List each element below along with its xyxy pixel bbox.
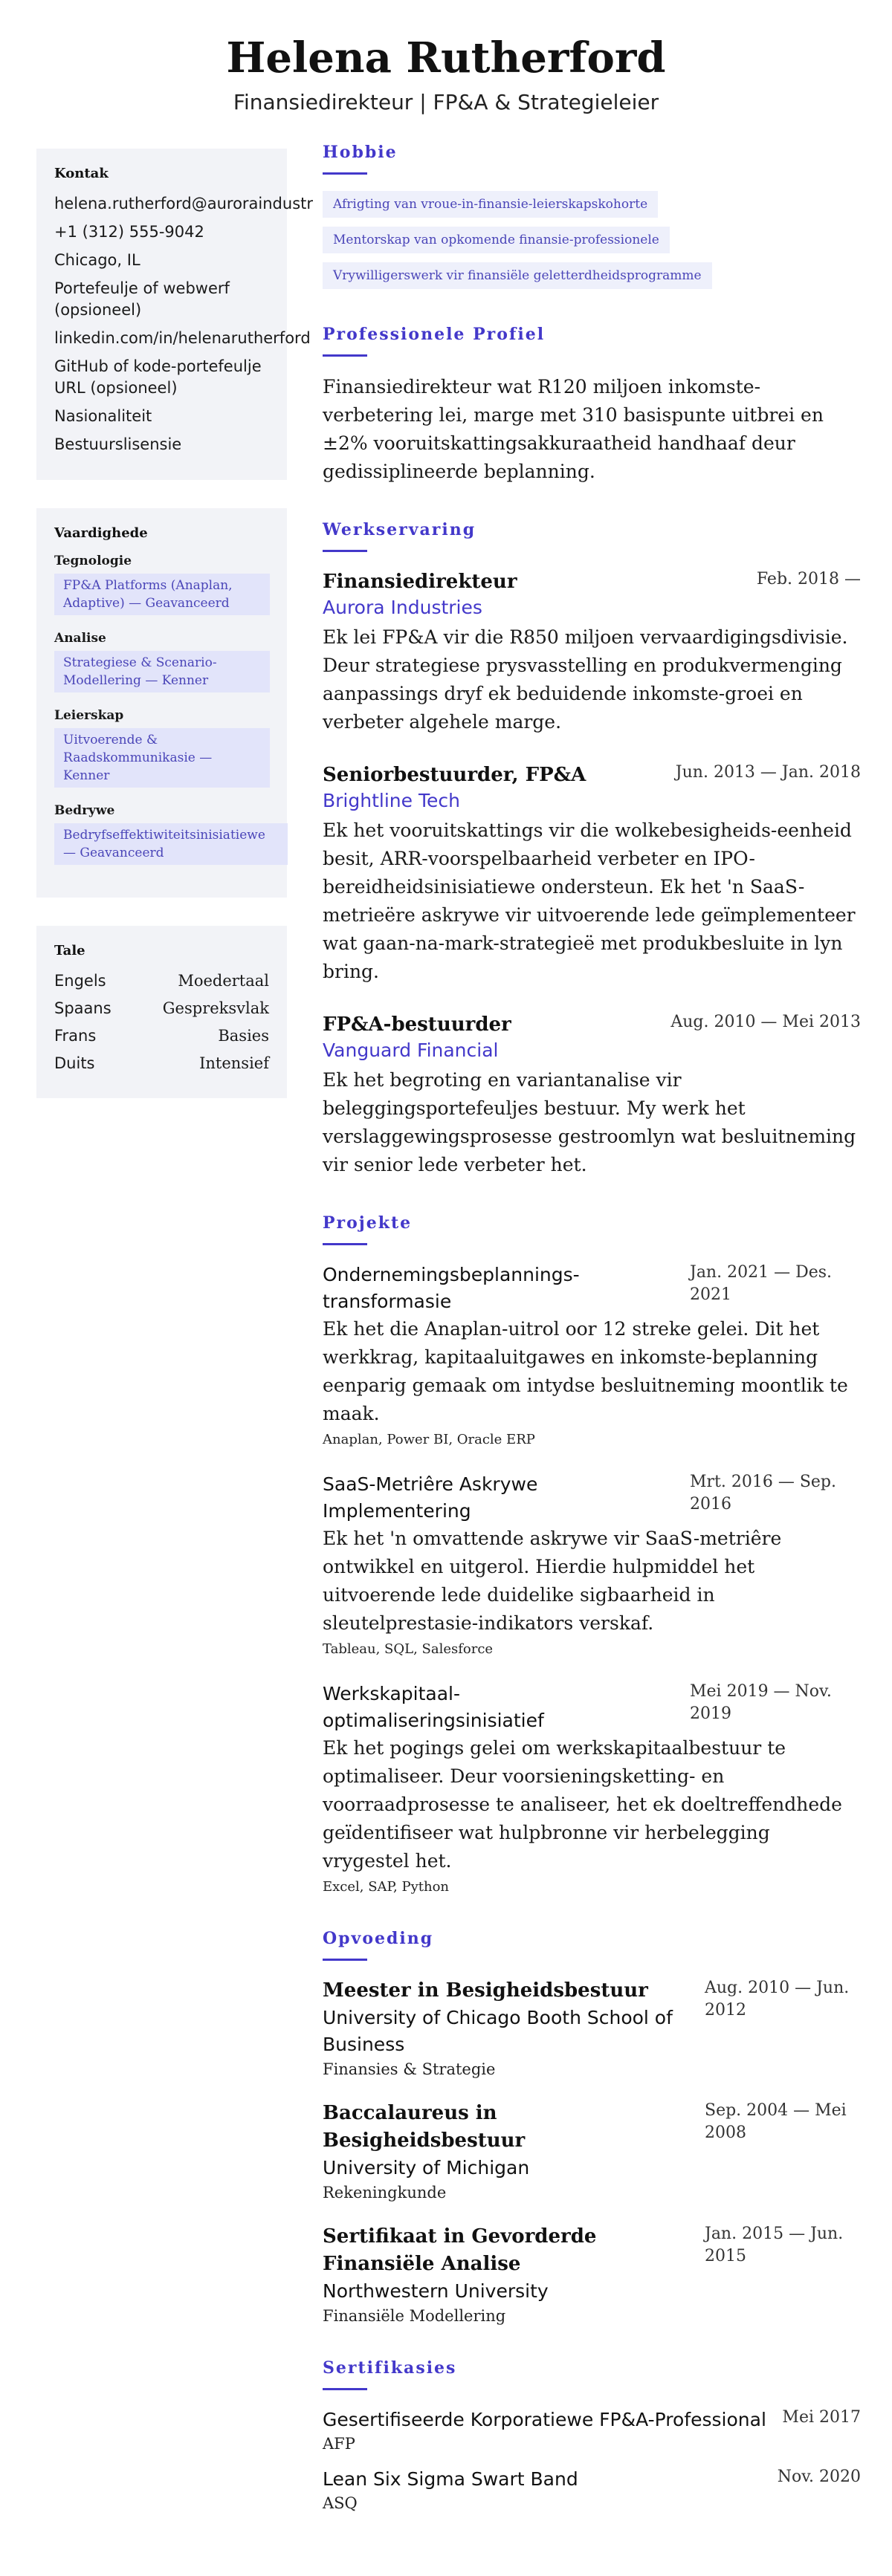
contact-github[interactable]: GitHub of kode-portefeulje URL (opsioneel) [54, 357, 262, 397]
project-description: Ek het die Anaplan-uitrol oor 12 streke gelei. Dit het werkkrag, kapitaaluitgawes en inkomste-beplanning eenparig gemaak om intydse besluitneming moontlik te maak. [323, 1318, 848, 1424]
section-title: Professionele Profiel [323, 325, 546, 344]
project-title: Werkskapitaal-optimaliseringsinisiatief [323, 1683, 544, 1731]
certification-date: Nov. 2020 [777, 2468, 861, 2486]
candidate-name: Helena Rutherford [226, 33, 666, 82]
education-entry [323, 2223, 861, 2327]
section-title: Sertifikasies [323, 2358, 457, 2378]
certification-org: ASQ [323, 2494, 358, 2512]
project-date: Mrt. 2016 — Sep. 2016 [690, 1473, 837, 1514]
job-date: Feb. 2018 — [756, 570, 861, 588]
language-level: Intensief [199, 1054, 269, 1072]
project-tech: Tableau, SQL, Salesforce [323, 1641, 494, 1657]
contact-linkedin[interactable]: linkedin.com/in/helenarutherford [54, 329, 311, 347]
education-school: University of Michigan [323, 2157, 530, 2178]
section-divider [323, 354, 367, 357]
education-school: University of Chicago Booth School of Business [323, 2007, 673, 2055]
hobby-list [323, 191, 861, 298]
education-date: Sep. 2004 — Mei 2008 [705, 2101, 847, 2142]
language-name: Spaans [54, 999, 112, 1017]
job-entry [323, 1011, 861, 1179]
job-company: Brightline Tech [323, 790, 460, 811]
job-title: FP&A-bestuurder [323, 1013, 511, 1036]
section-divider [323, 172, 367, 175]
project-entry [323, 1681, 861, 1898]
hobby-chip: Vrywilligerswerk vir finansiële geletterdheidsprogramme [323, 262, 712, 289]
hobbies-section [323, 141, 861, 298]
language-level: Gespreksvlak [162, 999, 269, 1017]
certification-name: Gesertifiseerde Korporatiewe FP&A-Professional [323, 2409, 766, 2430]
candidate-tagline: Finansiedirekteur | FP&A & Strategieleier [233, 90, 659, 114]
skill-category: Leierskap [54, 708, 124, 723]
job-entry [323, 762, 861, 986]
education-section [323, 1927, 861, 2327]
experience-section [323, 519, 861, 1179]
section-divider [323, 1959, 367, 1961]
language-level: Moedertaal [178, 972, 269, 990]
skill-category: Bedrywe [54, 803, 115, 818]
skill-chip: Strategiese & Scenario-Modellering — Kenner [54, 651, 270, 692]
skill-chip: Bedryfseffektiwiteitsinisiatiewe — Geavanceerd [54, 823, 288, 865]
job-title: Seniorbestuurder, FP&A [323, 764, 586, 786]
contact-card [36, 149, 314, 480]
projects-section [323, 1212, 861, 1898]
language-row [54, 998, 269, 1019]
contact-license: Bestuurslisensie [54, 435, 182, 453]
certification-entry [323, 2407, 861, 2454]
project-date: Jan. 2021 — Des. 2021 [690, 1263, 833, 1304]
section-divider [323, 550, 367, 552]
section-title: Hobbie [323, 143, 398, 162]
contact-nationality: Nasionaliteit [54, 407, 152, 425]
hobby-chip: Afrigting van vroue-in-finansie-leierskapskohorte [323, 191, 658, 218]
skills-card [36, 508, 287, 898]
job-company: Aurora Industries [323, 597, 482, 618]
certification-name: Lean Six Sigma Swart Band [323, 2468, 578, 2490]
section-title: Projekte [323, 1213, 413, 1233]
profile-summary: Finansiedirekteur wat R120 miljoen inkomste-verbetering lei, marge met 310 basispunte uitbrei en ±2% vooruitskattingsakkuraatheid handhaaf deur gedissiplineerde beplanning. [323, 376, 824, 482]
job-title: Finansiedirekteur [323, 571, 517, 593]
language-name: Engels [54, 972, 106, 990]
education-degree: Sertifikaat in Gevorderde Finansiële Analise [323, 2225, 597, 2275]
contact-email[interactable]: helena.rutherford@auroraindustr [54, 195, 314, 212]
project-tech: Anaplan, Power BI, Oracle ERP [323, 1432, 535, 1447]
project-title: Ondernemingsbeplannings-transformasie [323, 1264, 580, 1312]
education-field: Finansies & Strategie [323, 2060, 496, 2078]
job-company: Vanguard Financial [323, 1039, 499, 1061]
education-entry [323, 1977, 861, 2080]
skills-title: Vaardighede [54, 525, 148, 541]
project-entry [323, 1262, 861, 1450]
certification-org: AFP [323, 2435, 355, 2453]
education-degree: Meester in Besigheidsbestuur [323, 1979, 648, 2002]
project-title: SaaS-Metriêre Askrywe Implementering [323, 1473, 538, 1522]
contact-title: Kontak [54, 166, 109, 181]
section-title: Werkservaring [323, 520, 476, 539]
section-divider [323, 1243, 367, 1245]
section-divider [323, 2388, 367, 2390]
job-description: Ek het vooruitskattings vir die wolkebesigheids-eenheid besit, ARR-voorspelbaarheid verbeter en IPO-bereidheidsinisiatiewe ondersteun. Ek het 'n SaaS-metrieëre askrywe vir uitvoerende lede geïmplementeer wat gaan-na-mark-strategieë met produkbesluite in lyn bring. [323, 820, 856, 982]
main-content [323, 141, 861, 2525]
project-description: Ek het pogings gelei om werkskapitaalbestuur te optimaliseer. Deur voorsieningsketting- en voorraadprosesse te analiseer, het ek doeltreffendhede geïdentifiseer wat hulpbronne vir herbelegging vrygestel het. [323, 1737, 842, 1872]
contact-portfolio[interactable]: Portefeulje of webwerf (opsioneel) [54, 279, 230, 319]
job-entry [323, 568, 861, 736]
languages-title: Tale [54, 943, 85, 958]
project-description: Ek het 'n omvattende askrywe vir SaaS-metriêre ontwikkel en uitgerol. Hierdie hulpmiddel het uitvoerende lede duidelike sigbaarheid in sleutelprestasie-indikators verskaf. [323, 1528, 782, 1634]
skill-category: Analise [54, 631, 106, 646]
contact-phone[interactable]: +1 (312) 555-9042 [54, 223, 204, 241]
language-level: Basies [218, 1027, 269, 1045]
project-entry [323, 1471, 861, 1660]
education-school: Northwestern University [323, 2280, 549, 2302]
education-date: Jan. 2015 — Jun. 2015 [705, 2225, 844, 2265]
skill-chip: FP&A Platforms (Anaplan, Adaptive) — Geavanceerd [54, 574, 270, 615]
job-description: Ek het begroting en variantanalise vir beleggingsportefeuljes bestuur. My werk het verslaggewingsprosesse gestroomlyn wat besluitneming vir senior lede verbeter het. [323, 1069, 856, 1175]
language-row [54, 970, 269, 992]
profile-section [323, 323, 861, 486]
certification-entry [323, 2466, 861, 2514]
project-date: Mei 2019 — Nov. 2019 [690, 1682, 832, 1723]
job-description: Ek lei FP&A vir die R850 miljoen vervaardigingsdivisie. Deur strategiese prysvasstelling en produkvermenging aanpassings dryf ek beduidende inkomste-groei en verbeter algehele marge. [323, 626, 848, 733]
education-degree: Baccalaureus in Besigheidsbestuur [323, 2102, 526, 2152]
project-tech: Excel, SAP, Python [323, 1879, 449, 1895]
resume-header [0, 0, 892, 117]
skill-chip: Uitvoerende & Raadskommunikasie — Kenner [54, 728, 270, 788]
certifications-section [323, 2357, 861, 2514]
certification-date: Mei 2017 [782, 2408, 861, 2427]
education-field: Finansiële Modellering [323, 2307, 506, 2325]
contact-location: Chicago, IL [54, 251, 140, 269]
job-date: Aug. 2010 — Mei 2013 [670, 1013, 861, 1031]
language-row [54, 1053, 269, 1074]
job-date: Jun. 2013 — Jan. 2018 [675, 763, 861, 782]
sidebar [36, 149, 314, 1126]
hobby-chip: Mentorskap van opkomende finansie-professionele [323, 227, 670, 253]
section-title: Opvoeding [323, 1929, 434, 1948]
languages-card [36, 926, 287, 1098]
language-row [54, 1025, 269, 1047]
education-entry [323, 2100, 861, 2204]
education-date: Aug. 2010 — Jun. 2012 [705, 1979, 850, 2019]
language-name: Duits [54, 1054, 95, 1072]
language-name: Frans [54, 1027, 97, 1045]
skill-category: Tegnologie [54, 554, 132, 568]
education-field: Rekeningkunde [323, 2184, 447, 2202]
